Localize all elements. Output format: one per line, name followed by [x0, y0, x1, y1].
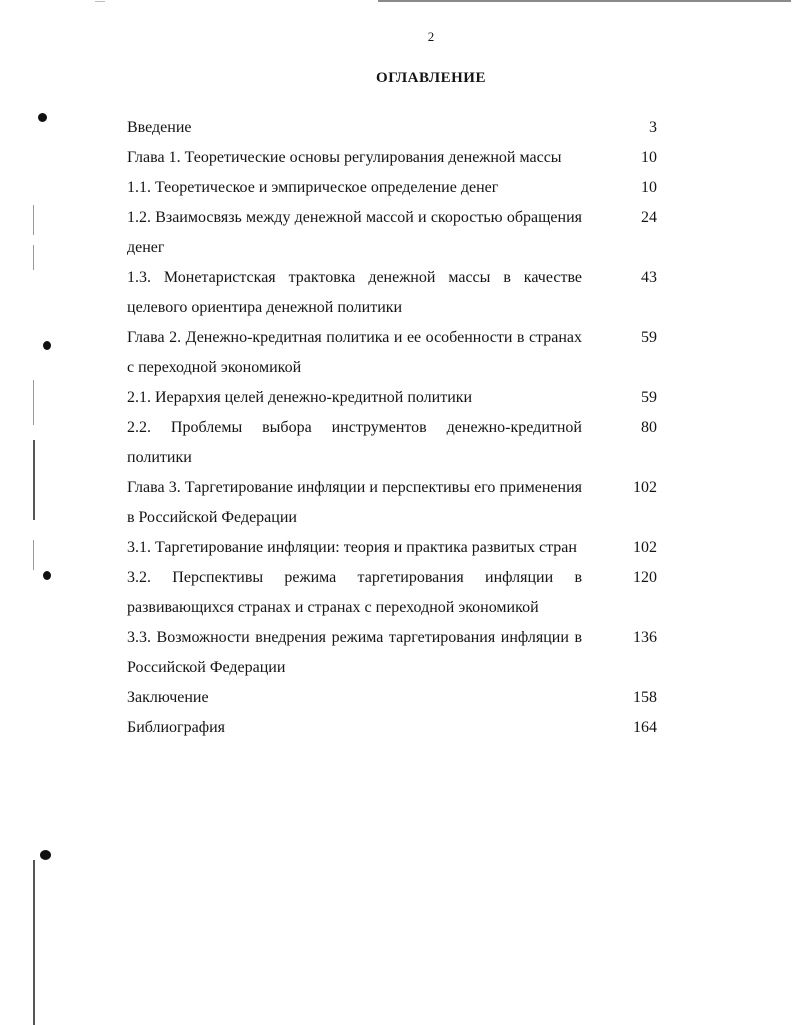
toc-entry-section-2-1 [127, 383, 657, 413]
toc-entry-section-1-2 [127, 203, 657, 263]
toc-entry-section-1-3 [127, 263, 657, 323]
binding-hole-mark [43, 341, 51, 350]
toc-entry-text: 1.1. Теоретическое и эмпирическое определение денег [127, 179, 499, 196]
toc-entry-section-3-1 [127, 533, 657, 563]
toc-entry-chapter-2 [127, 323, 657, 383]
toc-entry-chapter-1 [127, 143, 657, 173]
toc-entry-text: 1.2. Взаимосвязь между денежной массой и скоростью обращения денег [127, 209, 582, 256]
toc-entry-page: 158 [633, 689, 657, 706]
scan-left-edge-line [33, 440, 35, 520]
toc-entry-page: 43 [641, 269, 657, 286]
binding-hole-mark [40, 850, 51, 860]
toc-entry-page: 164 [633, 719, 657, 736]
toc-entry-page: 120 [633, 569, 657, 586]
toc-entry-section-1-1 [127, 173, 657, 203]
page-title: ОГЛАВЛЕНИЕ [376, 70, 486, 86]
binding-hole-mark [38, 113, 47, 122]
toc-entry-section-3-3 [127, 623, 657, 683]
toc-entry-text: 1.3. Монетаристская трактовка денежной массы в качестве целевого ориентира денежной политики [127, 269, 582, 316]
toc-entry-page: 102 [633, 479, 657, 496]
binding-hole-mark [43, 571, 51, 580]
table-of-contents [127, 113, 657, 743]
toc-entry-text: Введение [127, 119, 192, 136]
toc-entry-page: 80 [641, 419, 657, 436]
toc-entry-text: Глава 2. Денежно-кредитная политика и ее особенности в странах с переходной экономикой [127, 329, 582, 376]
toc-entry-chapter-3 [127, 473, 657, 533]
scan-left-edge-line [33, 860, 35, 1025]
toc-entry-page: 136 [633, 629, 657, 646]
toc-entry-text: 3.1. Таргетирование инфляции: теория и практика развитых стран [127, 539, 577, 556]
toc-entry-page: 59 [641, 389, 657, 406]
toc-entry-page: 102 [633, 539, 657, 556]
page-number: 2 [427, 29, 435, 44]
toc-entry-conclusion [127, 683, 657, 713]
toc-entry-text: 3.2. Перспективы режима таргетирования инфляции в развивающихся странах и странах с переходной экономикой [127, 569, 582, 616]
toc-entry-text: Глава 3. Таргетирование инфляции и перспективы его применения в Российской Федерации [127, 479, 582, 526]
toc-entry-section-3-2 [127, 563, 657, 623]
toc-entry-text: Библиография [127, 719, 225, 736]
toc-entry-text: 2.1. Иерархия целей денежно-кредитной политики [127, 389, 473, 406]
toc-entry-text: Заключение [127, 689, 209, 706]
toc-entry-text: 3.3. Возможности внедрения режима таргетирования инфляции в Российской Федерации [127, 629, 582, 676]
scan-left-edge-line [33, 245, 34, 270]
scan-left-edge-line [33, 540, 34, 570]
toc-entry-bibliography [127, 713, 657, 743]
toc-entry-page: 10 [641, 179, 657, 196]
toc-entry-introduction [127, 113, 657, 143]
scan-top-edge-line [378, 0, 791, 2]
toc-entry-page: 10 [641, 149, 657, 166]
toc-entry-section-2-2 [127, 413, 657, 473]
toc-entry-text: Глава 1. Теоретические основы регулирования денежной массы [127, 149, 562, 166]
toc-entry-text: 2.2. Проблемы выбора инструментов денежно-кредитной политики [127, 419, 582, 466]
scan-left-edge-line [33, 380, 34, 425]
toc-entry-page: 24 [641, 209, 657, 226]
toc-entry-page: 59 [641, 329, 657, 346]
toc-entry-page: 3 [649, 119, 657, 136]
scan-left-edge-line [33, 205, 34, 235]
scan-top-mark [95, 1, 105, 2]
